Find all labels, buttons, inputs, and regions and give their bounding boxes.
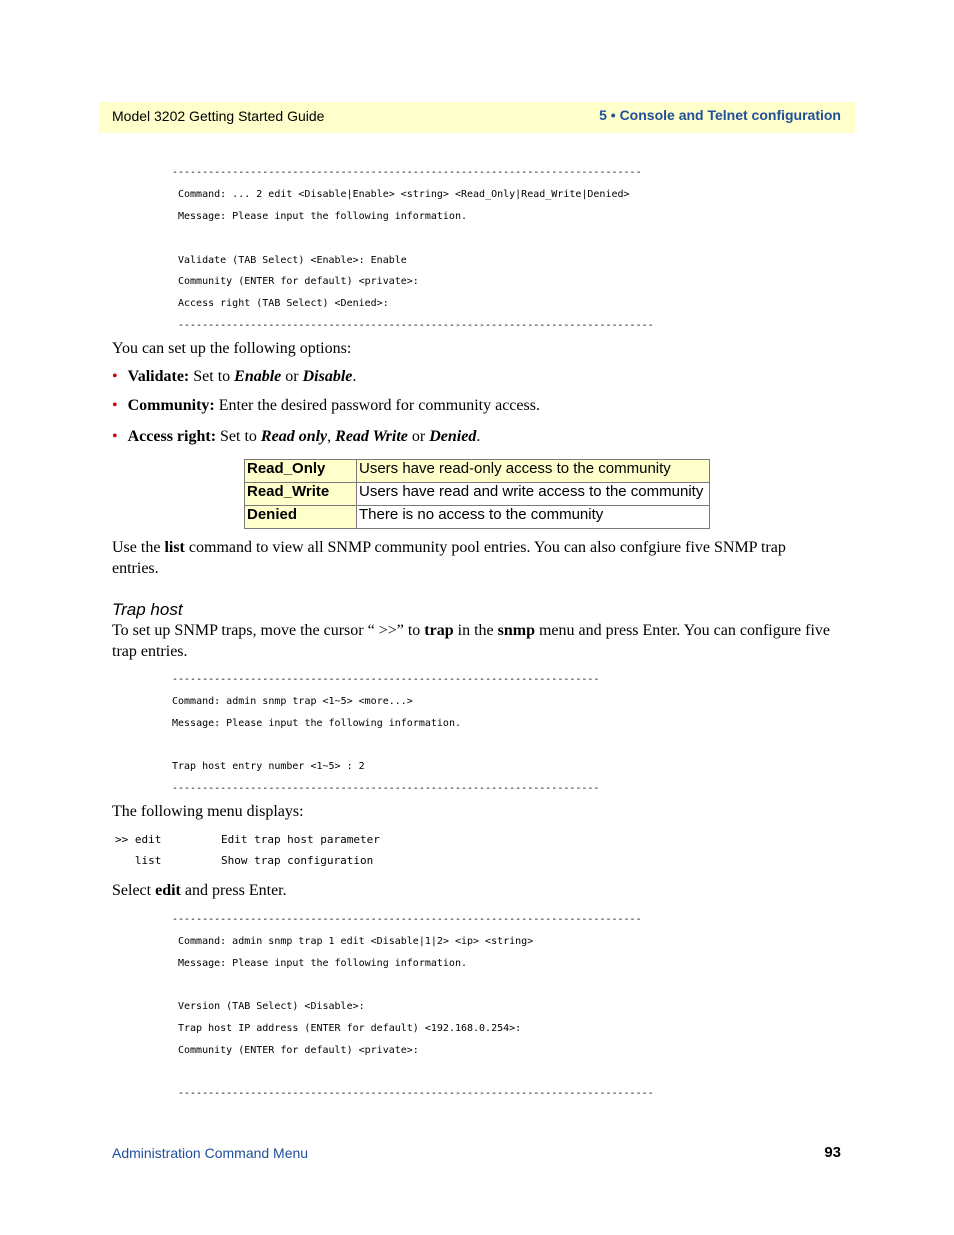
code-rule: ------------------------------------------------------------------------------	[172, 914, 642, 925]
option-label: Validate:	[127, 368, 190, 385]
paragraph-text: in the	[453, 622, 498, 639]
code-rule: -------------------------------------------------------------------------------	[178, 320, 654, 331]
option-text: Set to	[189, 368, 235, 385]
option-text: or	[407, 428, 430, 445]
table-value: There is no access to the community	[357, 506, 710, 529]
menu-name: snmp	[497, 622, 535, 639]
code-line: Community (ENTER for default) <private>:	[178, 276, 419, 287]
option-value: Denied	[429, 428, 477, 445]
paragraph-text: Use the	[112, 539, 165, 556]
document-title: Model 3202 Getting Started Guide	[112, 108, 325, 124]
page-header	[99, 102, 855, 133]
table-value: Users have read and write access to the community	[357, 483, 710, 506]
paragraph-text: menu and press Enter. You can configure five trap entries.	[112, 622, 831, 660]
code-line: Message: Please input the following information.	[178, 211, 467, 222]
select-paragraph	[112, 880, 287, 901]
option-label: Community:	[127, 397, 215, 414]
menu-intro: The following menu displays:	[112, 803, 304, 820]
footer-section-title: Administration Command Menu	[112, 1145, 309, 1161]
option-value: Disable	[302, 368, 353, 385]
command-name: list	[164, 539, 185, 556]
access-rights-table	[244, 459, 710, 529]
code-line: Command: admin snmp trap 1 edit <Disable|1|2> <ip> <string>	[178, 936, 534, 947]
table-key: Denied	[245, 506, 357, 529]
table-row	[245, 460, 710, 483]
table-key: Read_Only	[245, 460, 357, 483]
code-line: Community (ENTER for default) <private>:	[178, 1045, 419, 1056]
option-text: Set to	[216, 428, 261, 445]
code-rule: -----------------------------------------------------------------------	[172, 674, 600, 685]
option-label: Access right:	[127, 428, 217, 445]
option-text: or	[281, 368, 303, 385]
trap-paragraph	[112, 620, 836, 662]
code-line: Message: Please input the following information.	[178, 958, 467, 969]
command-name: edit	[155, 882, 181, 899]
bullet-community	[112, 397, 540, 415]
bullet-marker: •	[112, 428, 118, 445]
option-text: Enter the desired password for community access.	[214, 397, 540, 414]
chapter-title: 5 • Console and Telnet configuration	[599, 107, 841, 123]
table-row	[245, 506, 710, 529]
code-rule: ------------------------------------------------------------------------------	[172, 167, 642, 178]
code-line: Trap host entry number <1~5> : 2	[172, 761, 365, 772]
menu-line: >> edit Edit trap host parameter	[115, 833, 380, 846]
code-line: Validate (TAB Select) <Enable>: Enable	[178, 255, 407, 266]
bullet-marker: •	[112, 368, 118, 385]
code-rule: -------------------------------------------------------------------------------	[178, 1088, 654, 1099]
page-number: 93	[824, 1144, 841, 1161]
table-key: Read_Write	[245, 483, 357, 506]
table-value: Users have read-only access to the community	[357, 460, 710, 483]
paragraph-text: To set up SNMP traps, move the cursor “ >>” to	[112, 622, 425, 639]
code-line: Command: ... 2 edit <Disable|Enable> <string> <Read_Only|Read_Write|Denied>	[178, 189, 630, 200]
table-row	[245, 483, 710, 506]
code-line: Command: admin snmp trap <1~5> <more...>	[172, 696, 413, 707]
option-value: Read only	[260, 428, 328, 445]
code-line: Trap host IP address (ENTER for default) <192.168.0.254>:	[178, 1023, 522, 1034]
menu-name: trap	[424, 622, 454, 639]
paragraph-text: and press Enter.	[180, 882, 287, 899]
paragraph-text: Select	[112, 882, 156, 899]
option-text: ,	[327, 428, 336, 445]
paragraph-text: command to view all SNMP community pool entries. You can also confgiure five SNMP trap entries.	[112, 539, 786, 577]
menu-line: list Show trap configuration	[115, 854, 374, 867]
bullet-validate	[112, 368, 356, 386]
option-text: .	[352, 368, 357, 385]
code-line: Message: Please input the following information.	[172, 718, 461, 729]
section-heading: Trap host	[112, 600, 183, 619]
code-line: Version (TAB Select) <Disable>:	[178, 1001, 365, 1012]
list-command-paragraph	[112, 537, 836, 579]
option-value: Enable	[234, 368, 282, 385]
bullet-marker: •	[112, 397, 118, 414]
options-intro: You can set up the following options:	[112, 340, 352, 357]
code-rule: -----------------------------------------------------------------------	[172, 783, 600, 794]
code-line: Access right (TAB Select) <Denied>:	[178, 298, 389, 309]
option-value: Read Write	[335, 428, 408, 445]
option-text: .	[476, 428, 481, 445]
bullet-access-right	[112, 428, 480, 446]
